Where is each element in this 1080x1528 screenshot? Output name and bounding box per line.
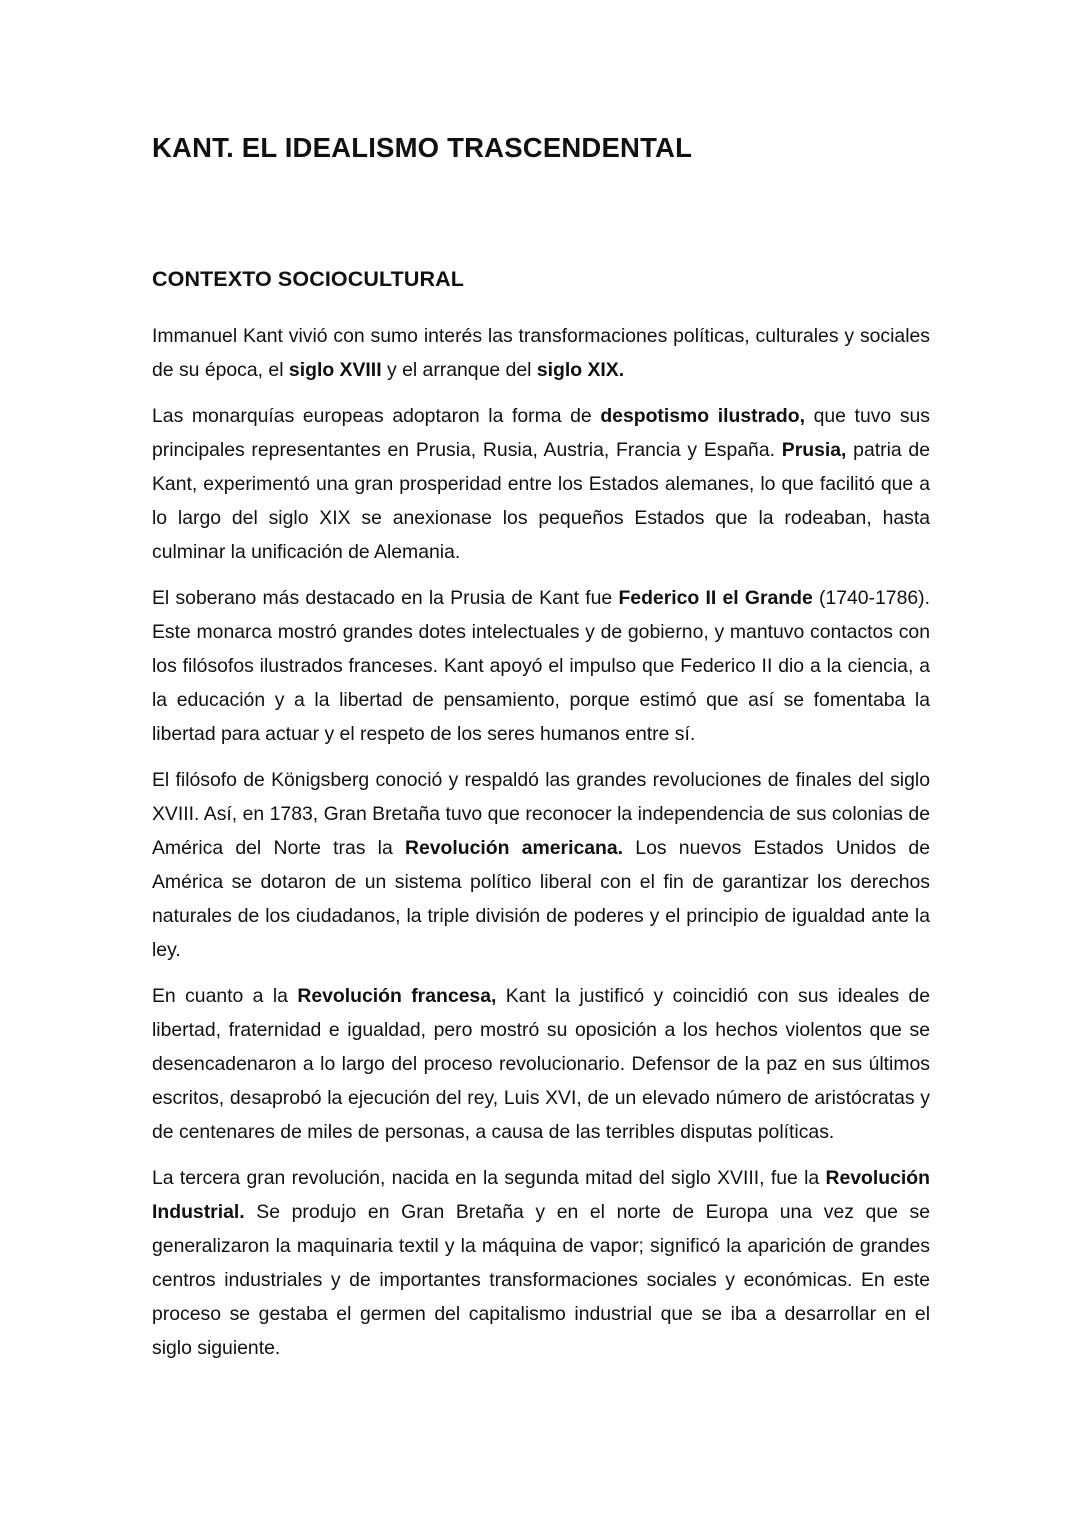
emphasis-text: Revolución francesa, xyxy=(297,985,497,1007)
paragraph-list xyxy=(152,319,930,1365)
emphasis-text: despotismo ilustrado, xyxy=(600,405,805,427)
body-text: El soberano más destacado en la Prusia de Kant fue xyxy=(152,587,619,609)
page-title: KANT. EL IDEALISMO TRASCENDENTAL xyxy=(152,132,693,163)
body-paragraph xyxy=(152,1161,930,1365)
body-text: La tercera gran revolución, nacida en la segunda mitad del siglo XVIII, fue la xyxy=(152,1167,826,1189)
body-text: Los nuevos Estados Unidos de América se dotaron de un sistema político liberal con el fin de garantizar los derechos naturales de los ciudadanos, la triple división de poderes y el principio de igualdad ante la ley. xyxy=(152,837,930,961)
body-text: que tuvo sus principales representantes en Prusia, Rusia, Austria, Francia y España. xyxy=(152,405,930,461)
body-text: patria de Kant, experimentó una gran prosperidad entre los Estados alemanes, lo que facilitó que a lo largo del siglo XIX se anexionase los pequeños Estados que la rodeaban, hasta culminar la unificación de Alemania. xyxy=(152,439,930,563)
body-paragraph xyxy=(152,399,930,569)
emphasis-text: Federico II el Grande xyxy=(618,587,813,609)
emphasis-text: Revolución Industrial. xyxy=(152,1167,930,1223)
emphasis-text: siglo XIX. xyxy=(536,359,625,381)
body-text: En cuanto a la xyxy=(152,985,298,1007)
emphasis-text: Revolución americana. xyxy=(404,837,624,859)
emphasis-text: Prusia, xyxy=(781,439,847,461)
body-text: Kant la justificó y coincidió con sus ideales de libertad, fraternidad e igualdad, pero mostró su oposición a los hechos violentos que se desencadenaron a lo largo del proceso revolucionario. Defensor de la paz en sus últimos escritos, desaprobó la ejecución del rey, Luis XVI, de un elevado número de aristócratas y de centenares de miles de personas, a causa de las terribles disputas políticas. xyxy=(152,985,930,1143)
body-text: Immanuel Kant vivió con sumo interés las transformaciones políticas, culturales y sociales de su época, el xyxy=(152,325,930,381)
body-text: (1740-1786). Este monarca mostró grandes dotes intelectuales y de gobierno, y mantuvo contactos con los filósofos ilustrados franceses. Kant apoyó el impulso que Federico II dio a la ciencia, a la educación y a la libertad de pensamiento, porque estimó que así se fomentaba la libertad para actuar y el respeto de los seres humanos entre sí. xyxy=(152,587,930,745)
emphasis-text: siglo XVIII xyxy=(288,359,382,381)
body-paragraph xyxy=(152,319,930,387)
body-paragraph xyxy=(152,581,930,751)
section-heading-contexto-sociocultural: CONTEXTO SOCIOCULTURAL xyxy=(152,266,464,291)
body-paragraph xyxy=(152,979,930,1149)
body-text: Se produjo en Gran Bretaña y en el norte de Europa una vez que se generalizaron la maquinaria textil y la máquina de vapor; significó la aparición de grandes centros industriales y de importantes transformaciones sociales y económicas. En este proceso se gestaba el germen del capitalismo industrial que se iba a desarrollar en el siglo siguiente. xyxy=(152,1201,930,1359)
body-text: Las monarquías europeas adoptaron la forma de xyxy=(152,405,601,427)
body-paragraph xyxy=(152,763,930,967)
document-content xyxy=(152,0,930,1365)
body-text: y el arranque del xyxy=(381,359,537,381)
body-text: El filósofo de Königsberg conoció y respaldó las grandes revoluciones de finales del siglo XVIII. Así, en 1783, Gran Bretaña tuvo que reconocer la independencia de sus colonias de América del Norte tras la xyxy=(152,769,930,859)
